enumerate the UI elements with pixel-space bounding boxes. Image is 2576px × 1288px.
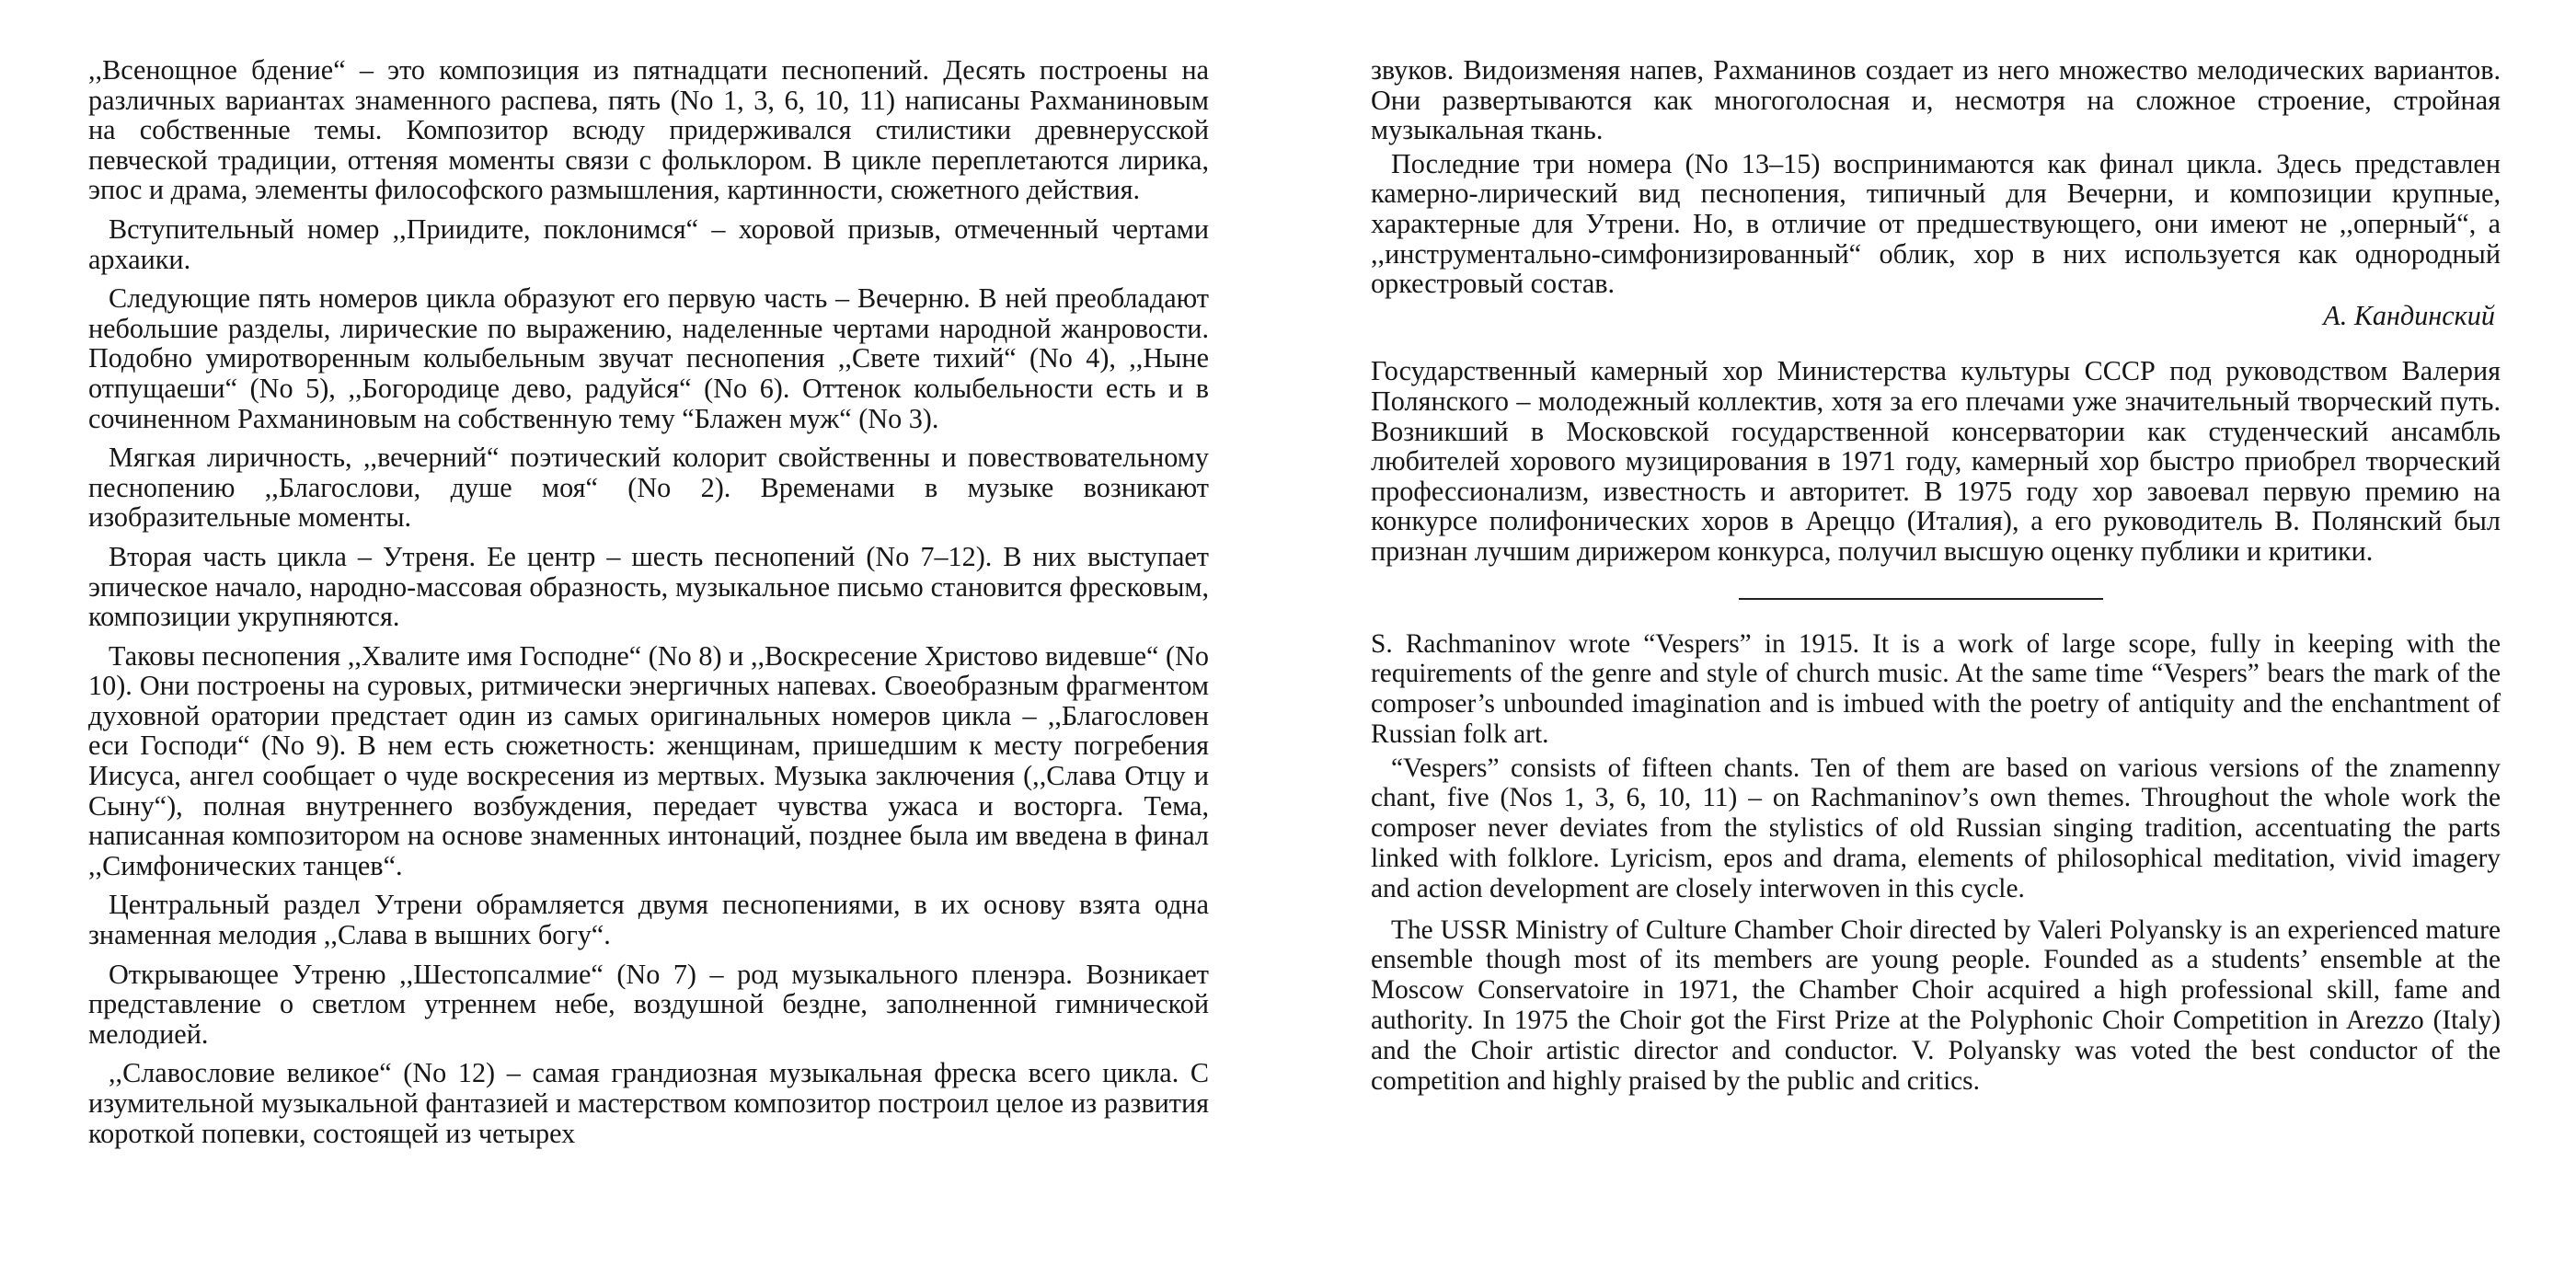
paragraph-english-intro: S. Rachmaninov wrote “Vespers” in 1915. It is a work of large scope, fully in keeping with the requirements of the genre and style of church music. At the same time “Vespers” bears the mark of the composer’s unbounded imagination and is imbued with the poetry of antiquity and the enchantment of Russian folk art. — [1371, 628, 2501, 749]
paragraph-continuation: звуков. Видоизменяя напев, Рахманинов создает из него множество мелодических вариантов. Они развертываются как многоголосная и, несмотря на сложное строение, стройная музыкальная ткань. — [1371, 54, 2501, 146]
paragraph-lyricism: Мягкая лиричность, ,,вечерний“ поэтический колорит свойственны и повествовательному песнопению ,,Благослови, душе моя“ (No 2). Временами в музыке возникают изобразительные моменты. — [88, 442, 1209, 534]
paragraph-vespers-part: Следующие пять номеров цикла образуют его первую часть – Вечерню. В ней преобладают небольшие разделы, лирические по выражению, наделенные чертами народной жанровости. Подобно умиротворенным колыбельным звучат песнопения ,,Свете тихий“ (No 4), ,,Ныне отпущаеши“ (No 5), ,,Богородице дево, радуйся“ (No 6). Оттенок колыбельности есть и в сочиненном Рахманиновым на собственную тему “Блажен муж“ (No 3). — [88, 282, 1209, 434]
paragraph-great-doxology: ,,Славословие великое“ (No 12) – самая грандиозная музыкальная фреска всего цикла. С изумительной музыкальной фантазией и мастерством композитор построил целое из развития короткой попевки, состоящей из четырех — [88, 1057, 1209, 1149]
paragraph-central-section: Центральный раздел Утрени обрамляется двумя песнопениями, в их основу взята одна знаменная мелодия ,,Слава в вышних богу“. — [88, 889, 1209, 951]
paragraph-intro: ,,Всенощное бдение“ – это композиция из пятнадцати песнопений. Десять построены на различных вариантах знаменного распева, пять (No 1, 3, 6, 10, 11) написаны Рахманиновым на собственные темы. Композитор всюду придерживался стилистики древнерусской певческой традиции, оттеняя моменты связи с фольклором. В цикле переплетаются лирика, эпос и драма, элементы философского размышления, картинности, сюжетного действия. — [88, 54, 1209, 206]
paragraph-english-chants: “Vespers” consists of fifteen chants. Ten of them are based on various versions of the znamenny chant, five (Nos 1, 3, 6, 10, 11) – on Rachmaninov’s own themes. Throughout the whole work the composer never deviates from the stylistics of old Russian singing tradition, accentuating the parts linked with folklore. Lyricism, epos and drama, elements of philosophical meditation, vivid imagery and action development are closely interwoven in this cycle. — [1371, 753, 2501, 903]
paragraph-english-choir: The USSR Ministry of Culture Chamber Choir directed by Valeri Polyansky is an experienced mature ensemble though most of its members are young people. Founded as a students’ ensemble at the Moscow Conservatoire in 1971, the Chamber Choir acquired a high professional skill, fame and authority. In 1975 the Choir got the First Prize at the Polyphonic Choir Competition in Arezzo (Italy) and the Choir artistic director and conductor. V. Polyansky was voted the best conductor of the competition and highly praised by the public and critics. — [1371, 914, 2501, 1096]
paragraph-choir-russian: Государственный камерный хор Министерства культуры СССР под руководством Валерия Полянского – молодежный коллектив, хотя за его плечами уже значительный творческий путь. Возникший в Московской государственной консерватории как студенческий ансамбль любителей хорового музицирования в 1971 году, камерный хор быстро приобрел творческий профессионализм, известность и авторитет. В 1975 году хор завоевал первую премию на конкурсе полифонических хоров в Ареццо (Италия), а его руководитель В. Полянский был признан лучшим дирижером конкурса, получил высшую оценку публики и критики. — [1371, 355, 2501, 567]
paragraph-matins-part: Вторая часть цикла – Утреня. Ее центр – шесть песнопений (No 7–12). В них выступает эпическое начало, народно-массовая образность, музыкальное письмо становится фресковым, композиции укрупняются. — [88, 540, 1209, 633]
section-divider — [1739, 598, 2103, 600]
right-column — [1371, 55, 2501, 1096]
author-signature: А. Кандинский — [2323, 299, 2495, 331]
english-section — [1371, 629, 2501, 1097]
paragraph-chants: Таковы песнопения ,,Хвалите имя Господне“ (No 8) и ,,Воскресение Христово видевше“ (No 10). Они построены на суровых, ритмически энергичных напевах. Своеобразным фрагментом духовной оратории предстает один из самых оригинальных номеров цикла – ,,Благословен еси Господи“ (No 9). В нем есть сюжетность: женщинам, пришедшим к месту погребения Иисуса, ангел сообщает о чуде воскресения из мертвых. Музыка заключения (,,Слава Отцу и Сыну“), полная внутреннего возбуждения, передает чувства ужаса и восторга. Тема, написанная композитором на основе знаменных интонаций, позднее была им введена в финал ,,Симфонических танцев“. — [88, 639, 1209, 881]
paragraph-six-psalms: Открывающее Утреню ,,Шестопсалмие“ (No 7) – род музыкального пленэра. Возникает представление о светлом утреннем небе, воздушной бездне, заполненной гимнической мелодией. — [88, 958, 1209, 1050]
paragraph-introductory-number: Вступительный номер ,,Приидите, поклонимся“ – хоровой призыв, отмеченный чертами архаики. — [88, 213, 1209, 275]
paragraph-finale: Последние три номера (No 13–15) воспринимаются как финал цикла. Здесь представлен камерно-лирический вид песнопения, типичный для Вечерни, и композиции крупные, характерные для Утрени. Но, в отличие от предшествующего, они имеют не ,,оперный“, а ,,инструментально-симфонизированный“ облик, хор в них используется как однородный оркестровый состав. — [1371, 147, 2501, 300]
left-column — [88, 55, 1209, 1148]
